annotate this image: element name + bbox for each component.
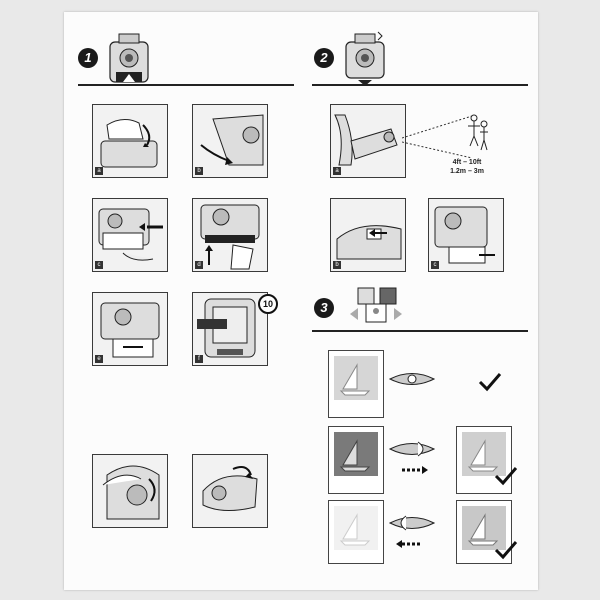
photo-too-light: [328, 500, 384, 564]
step-1-panel-d: [192, 198, 268, 272]
panel-label: f: [195, 355, 203, 363]
step-1-panel-e: [92, 292, 168, 366]
distance-label: [442, 158, 492, 176]
exposure-control-icon: [348, 286, 404, 324]
step-1-panel-b: [192, 104, 268, 178]
step-1-panel-h: [192, 454, 268, 528]
panel-label: d: [195, 261, 203, 269]
check-icon: [478, 372, 502, 392]
step-3-divider: [312, 330, 528, 332]
panel-label: e: [95, 355, 103, 363]
step-1-divider: [78, 84, 294, 86]
step-2-divider: [312, 84, 528, 86]
panel-label: b: [195, 167, 203, 175]
check-icon: [494, 466, 518, 486]
panel-label: a: [95, 167, 103, 175]
step-3-number: 3: [314, 298, 334, 318]
check-icon: [494, 540, 518, 560]
lighten-darken-control-neutral: [388, 368, 436, 390]
lighten-control: [388, 438, 436, 478]
step-2-panel-b: [330, 198, 406, 272]
step-2-panel-a: [330, 104, 406, 178]
step-1-panel-c: [92, 198, 168, 272]
panel-label: a: [333, 167, 341, 175]
panel-label: b: [333, 261, 341, 269]
distance-imperial: 4ft – 10ft: [452, 159, 482, 166]
instruction-sheet: [64, 12, 538, 590]
step-1-panel-g: [92, 454, 168, 528]
panel-label: c: [95, 261, 103, 269]
step-2-number: 2: [314, 48, 334, 68]
panel-label: c: [431, 261, 439, 269]
step-1-number: 1: [78, 48, 98, 68]
step-2-panel-c: [428, 198, 504, 272]
step-1-panel-f: [192, 292, 268, 366]
camera-flash-icon: [340, 26, 390, 86]
step-1-panel-a: [92, 104, 168, 178]
photo-normal-exposure: [328, 350, 384, 418]
distance-metric: 1.2m – 3m: [450, 168, 484, 175]
camera-front-icon: [104, 28, 154, 88]
darken-control: [388, 512, 436, 552]
film-counter-badge: 10: [258, 294, 278, 314]
photo-too-dark: [328, 426, 384, 494]
